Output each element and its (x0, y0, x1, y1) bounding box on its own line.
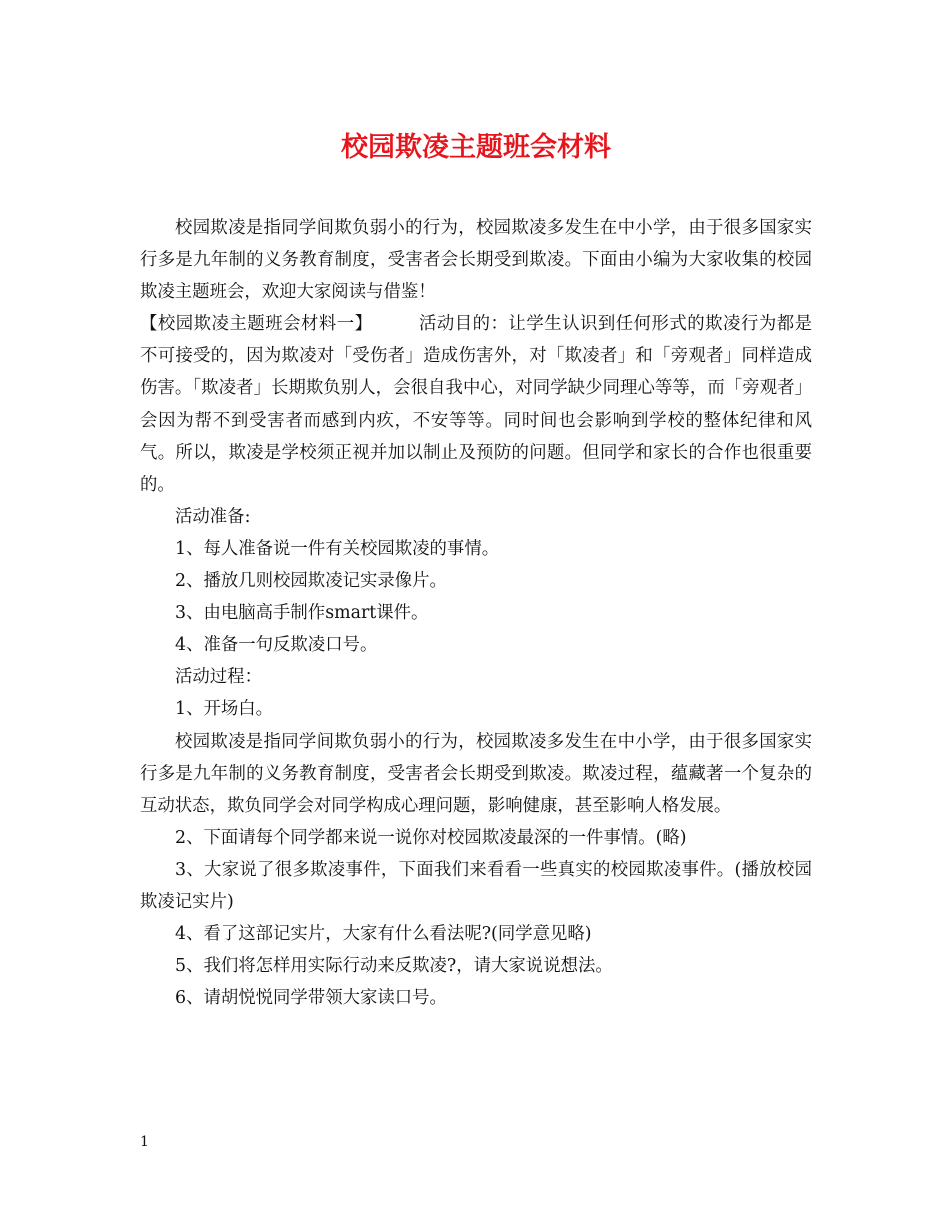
purpose-paragraph (140, 308, 812, 501)
process-heading: 活动过程： (175, 667, 262, 688)
process-step-1-text: 校园欺凌是指同学间欺负弱小的行为，校园欺凌多发生在中小学，由于很多国家实行多是九年制的义务教育制度，受害者会长期受到欺凌。欺凌过程，蕴藏著一个复杂的互动状态，欺负同学会对同学构成心理问题，影响健康，甚至影响人格发展。 (140, 731, 812, 816)
document-title: 校园欺凌主题班会材料 (341, 132, 611, 163)
page-number: 1 (140, 1134, 149, 1150)
preparation-item-4: 4、准备一句反欺凌口号。 (175, 635, 378, 656)
process-step-2: 2、下面请每个同学都来说一说你对校园欺凌最深的一件事情。(略) (175, 827, 687, 848)
document-page (140, 128, 812, 1014)
process-step-1: 1、开场白。 (175, 699, 274, 720)
intro-paragraph: 校园欺凌是指同学间欺负弱小的行为，校园欺凌多发生在中小学，由于很多国家实行多是九年制的义务教育制度，受害者会长期受到欺凌。下面由小编为大家收集的校园欺凌主题班会，欢迎大家阅读与借鉴！ (140, 218, 812, 303)
preparation-item-3: 3、由电脑高手制作smart课件。 (175, 603, 429, 624)
process-step-4: 4、看了这部记实片，大家有什么看法呢?(同学意见略) (175, 924, 592, 945)
process-step-3: 3、大家说了很多欺凌事件，下面我们来看看一些真实的校园欺凌事件。(播放校园欺凌记实片) (140, 859, 812, 912)
section-heading: 【校园欺凌主题班会材料一】 (140, 314, 373, 335)
preparation-heading: 活动准备: (175, 506, 251, 527)
process-step-5: 5、我们将怎样用实际行动来反欺凌?，请大家说说想法。 (175, 956, 613, 977)
preparation-item-2: 2、播放几则校园欺凌记实录像片。 (175, 571, 447, 592)
purpose-text: 活动目的：让学生认识到任何形式的欺凌行为都是不可接受的，因为欺凌对「受伤者」造成伤害外，对「欺凌者」和「旁观者」同样造成伤害。「欺凌者」长期欺负别人，会很自我中心，对同学缺少同理心等等，而「旁观者」会因为帮不到受害者而感到内疚，不安等等。同时间也会影响到学校的整体纪律和风气。所以，欺凌是学校须正视并加以制止及预防的问题。但同学和家长的合作也很重要的。 (140, 314, 812, 495)
process-step-6: 6、请胡悦悦同学带领大家读口号。 (175, 988, 447, 1009)
preparation-item-1: 1、每人准备说一件有关校园欺凌的事情。 (175, 538, 500, 559)
